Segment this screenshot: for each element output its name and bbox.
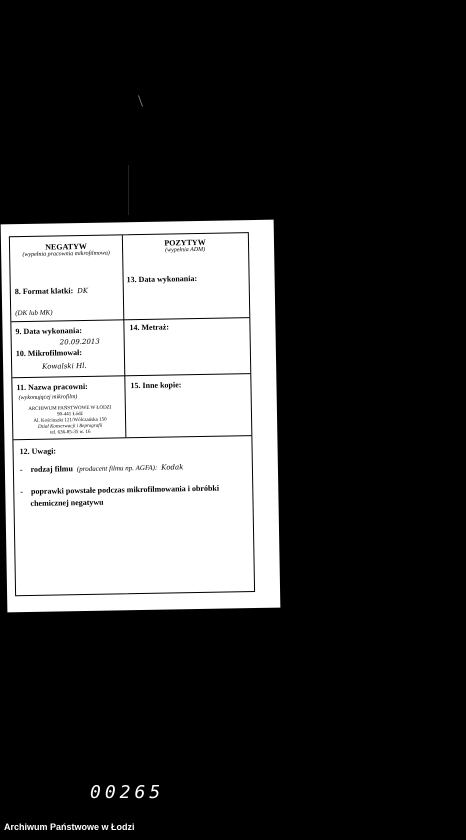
- stamp-line: 90-441 Łódź: [57, 412, 83, 418]
- stamp-block: [15, 405, 126, 437]
- stamp-line: Al. Kościuszki 121/Wólczańska 150: [33, 417, 107, 424]
- microfilm-form-card: [1, 220, 281, 613]
- nazwa-subtitle: (wykonującej mikrofilm): [18, 394, 78, 402]
- inne-kopie-label: 15. Inne kopie:: [130, 380, 182, 391]
- bullet: -: [19, 465, 23, 475]
- format-label: 8. Format klatki:: [14, 286, 74, 297]
- stamp-line: ARCHIWUM PAŃSTWOWE W ŁODZI: [28, 405, 112, 412]
- row-divider: [12, 373, 250, 378]
- rodzaj-label: rodzaj filmu: [30, 464, 73, 474]
- data9-label: 9. Data wykonania:: [15, 326, 83, 337]
- archive-footer: Archiwum Państwowe w Łodzi: [4, 822, 135, 832]
- mikrofilmowal-label: 10. Mikrofilmował:: [15, 348, 83, 359]
- negatyw-header: [10, 241, 122, 258]
- pozytyw-header: [122, 237, 248, 254]
- nazwa-label: 11. Nazwa pracowni:: [16, 381, 88, 393]
- metraz-label: 14. Metraż:: [129, 322, 170, 333]
- data9-value: 20.09.2013: [59, 337, 100, 347]
- bullet: -: [20, 487, 24, 497]
- stamp-line: tel. 636-85-35 w. 16: [50, 429, 91, 436]
- data13-label: 13. Data wykonania:: [126, 273, 198, 285]
- poprawki-line-2: chemicznej negatywu: [30, 497, 104, 508]
- format-value: DK: [77, 286, 89, 296]
- mikrofilmowal-signature: Kowalski Hl.: [42, 361, 87, 371]
- stamp-line: Dział Konserwacji i Reprografii: [37, 423, 103, 430]
- format-note: (DK lub MK): [15, 308, 53, 318]
- rodzaj-subtitle: (producent filmu np. AGFA):: [76, 463, 158, 474]
- negatyw-subtitle: (wypełnia pracownia mikrofilmowa): [22, 250, 110, 259]
- pozytyw-subtitle: (wypełnia ADM): [165, 246, 206, 254]
- scratch-mark: [138, 95, 143, 107]
- form-grid: [9, 232, 255, 596]
- uwagi-label: 12. Uwagi:: [19, 446, 57, 457]
- format-field: [15, 279, 121, 299]
- poprawki-line-1: poprawki powstałe podczas mikrofilmowania i obróbki: [30, 483, 220, 496]
- poprawki-row: [20, 477, 248, 508]
- pozytyw-title: POZYTYW: [164, 237, 206, 248]
- frame-counter: 00265: [90, 782, 165, 803]
- negatyw-title: NEGATYW: [45, 241, 87, 252]
- scratch-mark: [128, 165, 129, 215]
- rodzaj-value: Kodak: [161, 463, 184, 472]
- row-divider: [11, 317, 249, 322]
- rodzaj-filmu-row: [20, 455, 248, 477]
